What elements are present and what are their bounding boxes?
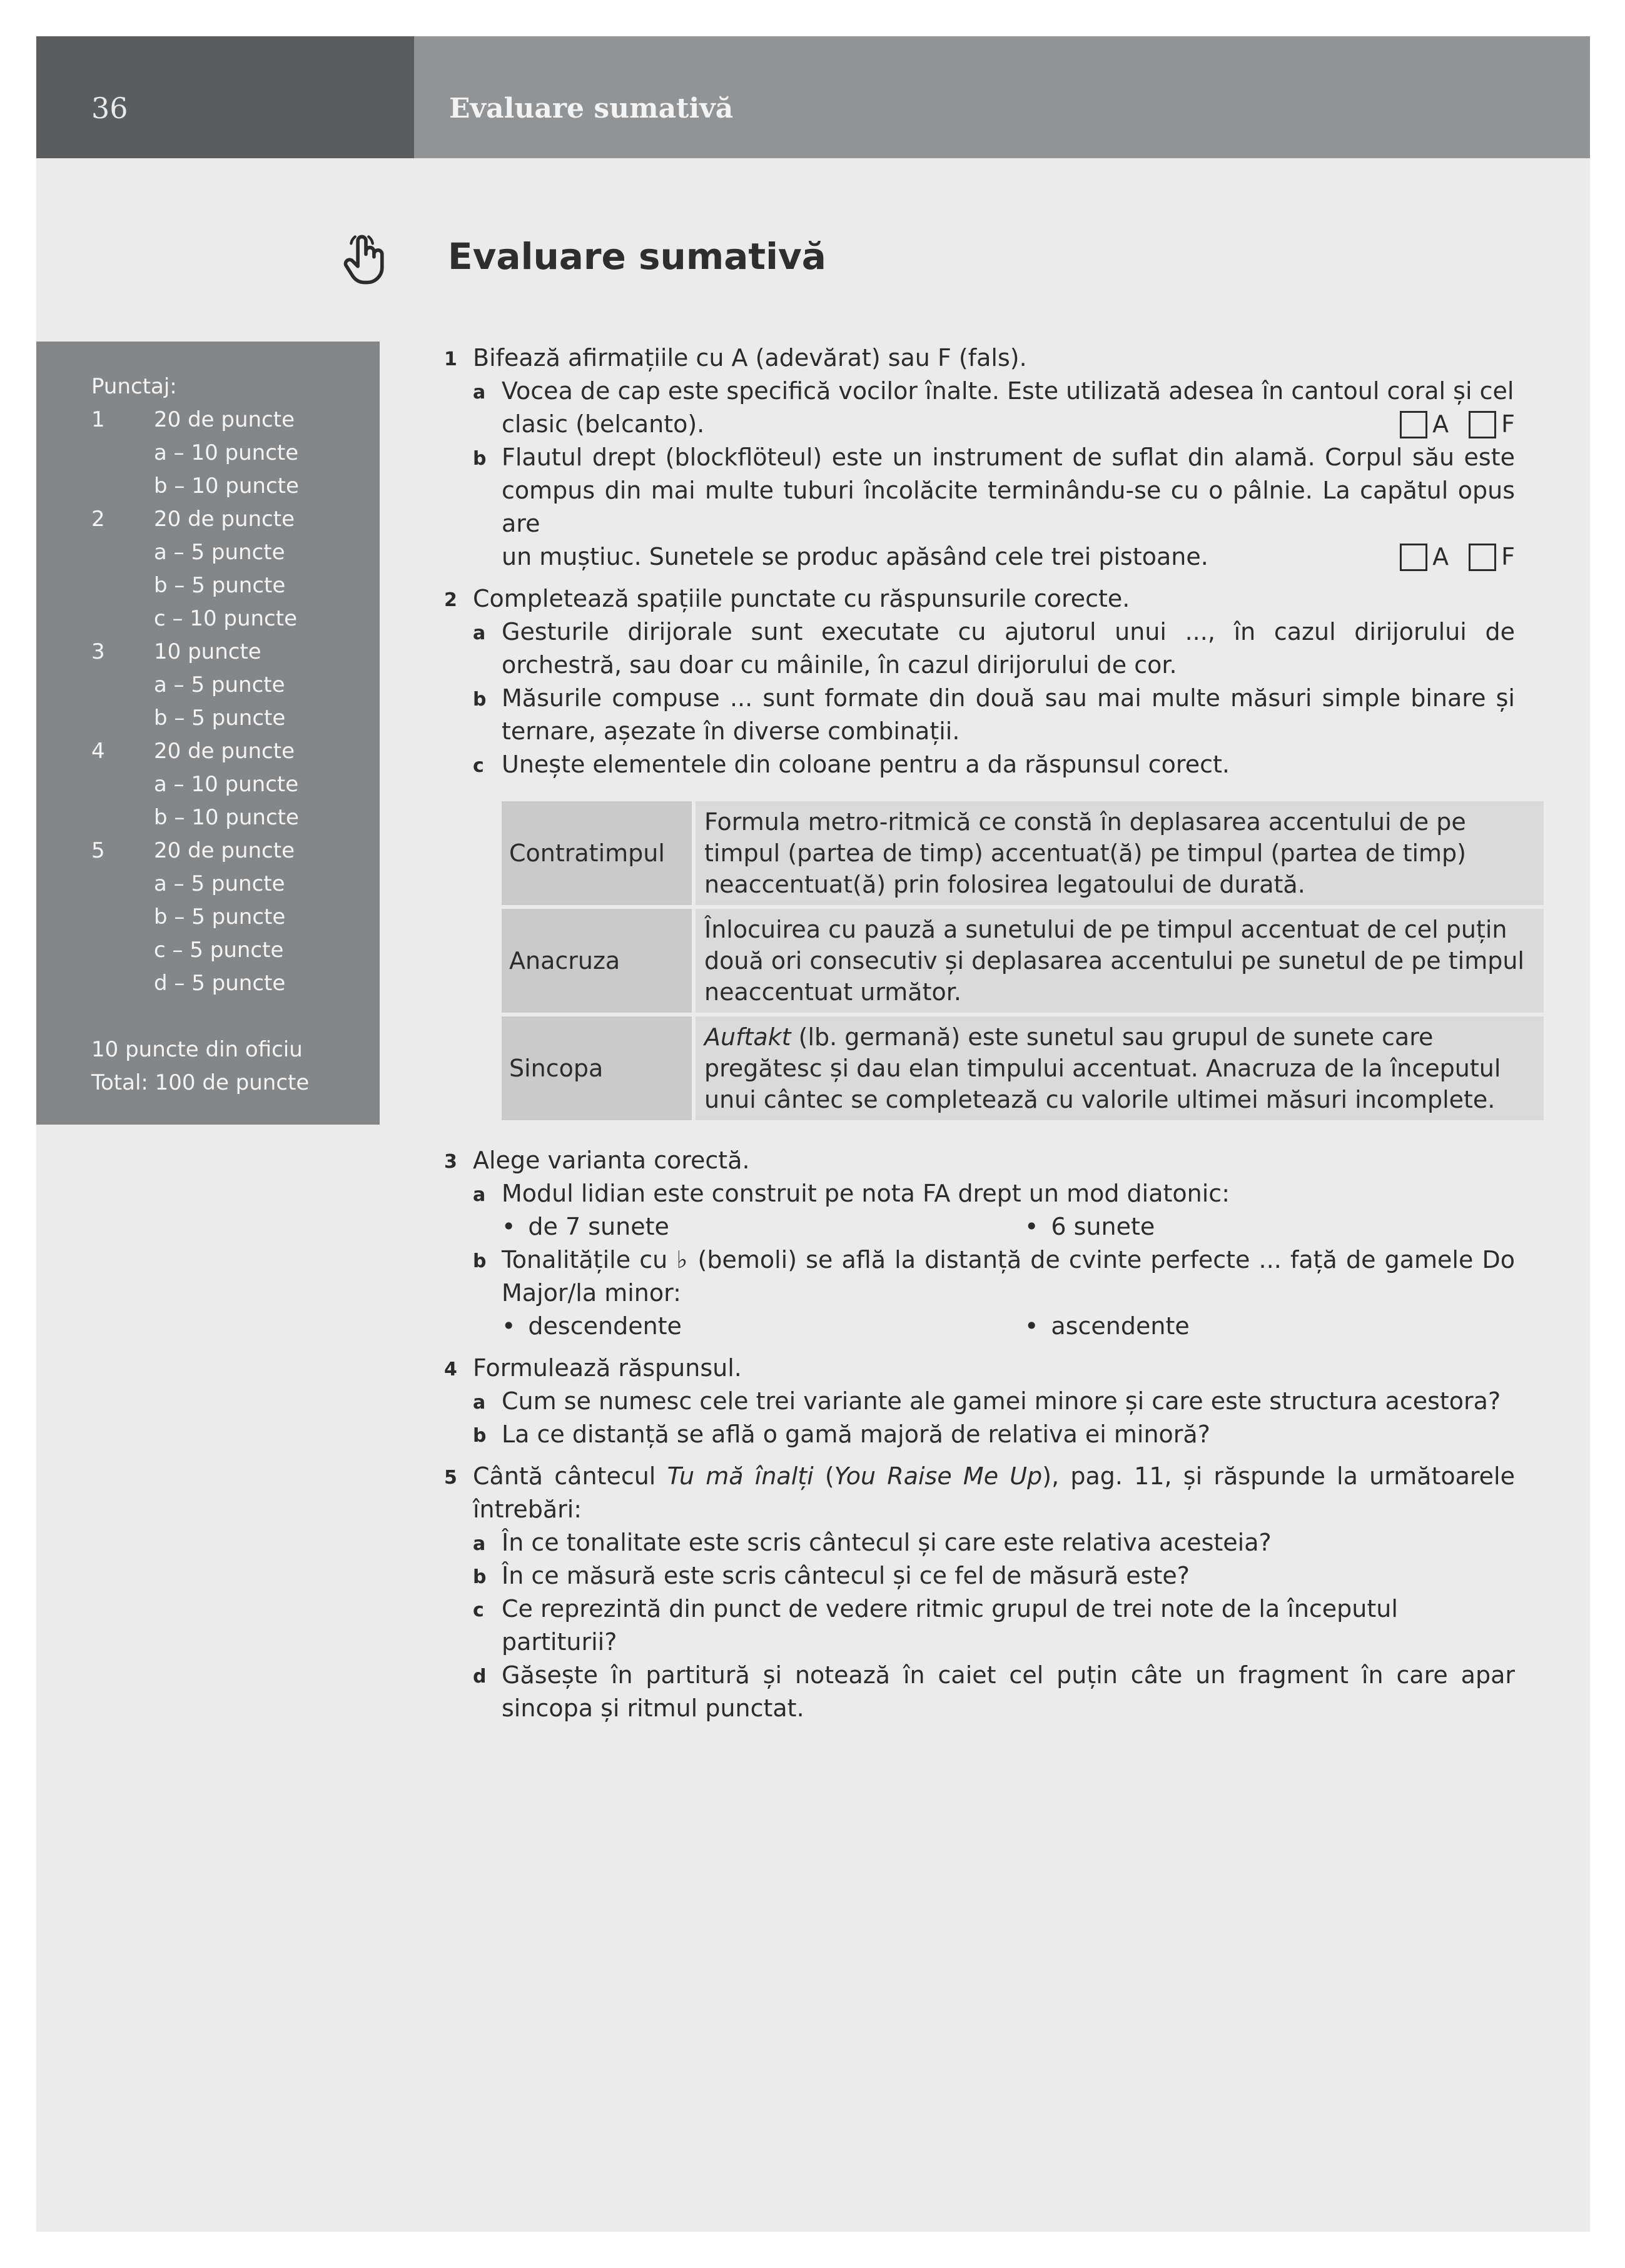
item-letter: b <box>473 1425 487 1447</box>
item-text: Flautul drept (blockflöteul) este un instrument de suflat din alamă. Corpul său este compus din mai multe tuburi încolăcite terminându-se cu o pâlnie. La capătul opus are <box>502 443 1515 537</box>
question-text: Bifează afirmațiile cu A (adevărat) sau F (fals). <box>473 344 1027 372</box>
item-letter: a <box>473 1533 486 1555</box>
item-text: clasic (belcanto). <box>502 410 705 438</box>
scoring-row: b – 10 puncte <box>154 805 299 830</box>
question-5b <box>473 1559 1515 1592</box>
item-letter: b <box>473 1566 487 1588</box>
term-cell[interactable]: Anacruza <box>502 909 696 1013</box>
scoring-row: a – 5 puncte <box>154 672 285 697</box>
true-label: A <box>1432 410 1449 438</box>
question-2c <box>473 748 1515 781</box>
false-checkbox[interactable] <box>1469 544 1496 571</box>
question-1a <box>473 375 1515 441</box>
term-cell[interactable]: Sincopa <box>502 1016 696 1120</box>
item-letter: b <box>473 689 487 711</box>
item-letter: b <box>473 1250 487 1272</box>
header-left-band <box>36 36 414 158</box>
scoring-sidebar <box>36 342 380 1125</box>
item-text: Unește elementele din coloane pentru a da răspunsul corect. <box>502 751 1230 778</box>
scoring-row: a – 5 puncte <box>154 540 285 565</box>
hand-pointer-icon <box>339 233 393 286</box>
false-label: F <box>1501 410 1515 438</box>
page-number: 36 <box>91 91 128 125</box>
table-row <box>502 1016 1544 1120</box>
question-number: 3 <box>444 1151 457 1173</box>
running-header-title: Evaluare sumativă <box>449 93 734 124</box>
item-text: În ce măsură este scris cântecul și ce fel de măsură este? <box>502 1562 1190 1589</box>
scoring-row: 5 20 de puncte <box>91 838 295 863</box>
question-2a <box>473 615 1515 682</box>
question-5d <box>473 1659 1515 1725</box>
question-5c <box>473 1592 1515 1659</box>
term-cell[interactable]: Contratimpul <box>502 801 696 905</box>
item-letter: d <box>473 1666 487 1688</box>
song-title-english: You Raise Me Up <box>834 1462 1043 1490</box>
item-text: un muștiuc. Sunetele se produc apăsând cele trei pistoane. <box>502 543 1208 570</box>
item-text: Măsurile compuse ... sunt formate din două sau mai multe măsuri simple binare și ternare, așezate în diverse combinații. <box>502 684 1515 745</box>
scoring-row: 2 20 de puncte <box>91 507 295 532</box>
scoring-row: c – 5 puncte <box>154 938 284 963</box>
item-text: Ce reprezintă din punct de vedere ritmic grupul de trei note de la începutul partiturii? <box>502 1595 1398 1656</box>
true-checkbox[interactable] <box>1400 544 1427 571</box>
item-letter: a <box>473 622 486 644</box>
question-number: 5 <box>444 1467 457 1489</box>
question-3a <box>473 1177 1515 1243</box>
scoring-row: c – 10 puncte <box>154 606 298 631</box>
item-letter: a <box>473 1184 486 1206</box>
question-4a <box>473 1385 1515 1418</box>
scoring-row: 3 10 puncte <box>91 639 261 664</box>
page <box>36 36 1590 2232</box>
flat-symbol: ♭ <box>676 1246 689 1273</box>
item-text: Vocea de cap este specifică vocilor înalte. Este utilizată adesea în cantoul coral și cel <box>502 377 1514 405</box>
scoring-row: b – 5 puncte <box>154 706 286 731</box>
item-text: La ce distanță se află o gamă majoră de relativa ei minoră? <box>502 1420 1210 1448</box>
true-checkbox[interactable] <box>1400 411 1427 438</box>
true-label: A <box>1432 543 1449 570</box>
scoring-row: b – 10 puncte <box>154 473 299 499</box>
scoring-row: b – 5 puncte <box>154 573 286 598</box>
question-2b <box>473 682 1515 748</box>
question-4b <box>473 1418 1515 1451</box>
question-text: Formulează răspunsul. <box>473 1354 742 1382</box>
question-5 <box>444 1460 1515 1725</box>
definition-cell[interactable]: Înlocuirea cu pauză a sunetului de pe timpul accentuat de cel puțin două ori consecutiv și deplasarea accentului pe sunetul de pe timpul neaccentuat următor. <box>696 909 1544 1013</box>
item-text: Gesturile dirijorale sunt executate cu ajutorul unui ..., în cazul dirijorului de orchestră, sau doar cu mâinile, în cazul dirijorului de cor. <box>502 618 1515 679</box>
exercise-content <box>444 342 1524 1725</box>
item-letter: a <box>473 382 486 403</box>
definition-cell[interactable]: Formula metro-ritmică ce constă în deplasarea accentului de pe timpul (partea de timp) accentuat(ă) pe timpul (partea de timp) neaccentuat(ă) prin folosirea legatoului de durată. <box>696 801 1544 905</box>
question-5a <box>473 1526 1515 1559</box>
question-4 <box>444 1352 1515 1451</box>
scoring-row: a – 10 puncte <box>154 440 299 465</box>
header-right-band <box>414 36 1590 158</box>
scoring-row: b – 5 puncte <box>154 904 286 929</box>
question-text: Cântă cântecul Tu mă înalți (You Raise Me Up), pag. 11, și răspunde la următoarele întrebări: <box>473 1462 1515 1523</box>
scoring-bonus: 10 puncte din oficiu <box>91 1037 303 1062</box>
definition-cell[interactable]: Auftakt (lb. germană) este sunetul sau grupul de sunete care pregătesc și dau elan timpului accentuat. Anacruza de la începutul unui cântec se completează cu valorile ultimei măsuri incomplete. <box>696 1016 1544 1120</box>
item-letter: c <box>473 1599 484 1621</box>
question-3b <box>473 1243 1515 1343</box>
question-number: 1 <box>444 348 457 370</box>
scoring-row: 1 20 de puncte <box>91 407 295 432</box>
item-text: Găsește în partitură și notează în caiet cel puțin câte un fragment în care apar sincopa și ritmul punctat. <box>502 1661 1515 1722</box>
question-2 <box>444 582 1524 1124</box>
item-letter: b <box>473 448 487 470</box>
song-title: Tu mă înalți <box>667 1462 814 1490</box>
scoring-row: a – 10 puncte <box>154 772 299 797</box>
question-1 <box>444 342 1515 574</box>
false-checkbox[interactable] <box>1469 411 1496 438</box>
question-1b <box>473 441 1515 574</box>
item-text: În ce tonalitate este scris cântecul și care este relativa acesteia? <box>502 1529 1272 1556</box>
scoring-heading: Punctaj: <box>91 374 177 399</box>
false-label: F <box>1501 543 1515 570</box>
item-letter: a <box>473 1392 486 1414</box>
option-bullet[interactable]: • 6 sunete <box>1025 1210 1155 1243</box>
question-number: 4 <box>444 1359 457 1380</box>
question-3 <box>444 1144 1515 1343</box>
item-text: Cum se numesc cele trei variante ale gamei minore și care este structura acestora? <box>502 1387 1501 1415</box>
question-text: Completează spațiile punctate cu răspunsurile corecte. <box>473 585 1130 612</box>
matching-table <box>502 797 1544 1124</box>
scoring-row: a – 5 puncte <box>154 871 285 896</box>
scoring-total: Total: 100 de puncte <box>91 1070 310 1095</box>
option-bullet[interactable]: • de 7 sunete <box>502 1210 669 1243</box>
question-number: 2 <box>444 589 457 611</box>
table-row <box>502 909 1544 1013</box>
scoring-row: 4 20 de puncte <box>91 739 295 764</box>
table-row <box>502 801 1544 905</box>
item-letter: c <box>473 755 484 777</box>
item-text: Modul lidian este construit pe nota FA drept un mod diatonic: <box>502 1180 1230 1207</box>
scoring-row: d – 5 puncte <box>154 971 286 996</box>
question-text: Alege varianta corectă. <box>473 1147 750 1174</box>
item-text: Tonalitățile cu ♭ (bemoli) se află la distanță de cvinte perfecte ... față de gamele Do Major/la minor: <box>502 1246 1515 1307</box>
option-bullet[interactable]: • ascendente <box>1025 1310 1190 1343</box>
page-title: Evaluare sumativă <box>448 235 826 278</box>
option-bullet[interactable]: • descendente <box>502 1310 682 1343</box>
